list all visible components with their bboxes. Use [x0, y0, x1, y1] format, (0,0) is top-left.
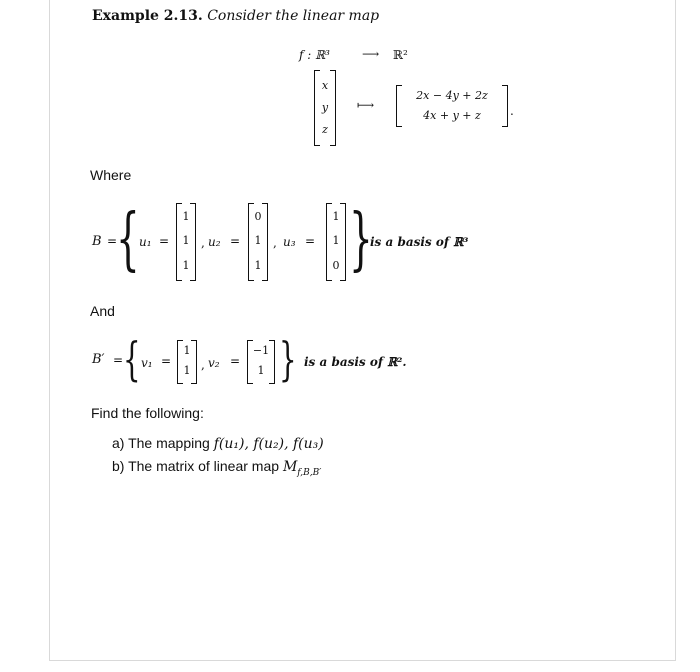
output-vector	[396, 86, 508, 126]
basis-B-equals: =	[107, 234, 118, 248]
example-label: Example 2.13.	[92, 8, 203, 24]
u1-label: u₁	[139, 235, 152, 249]
u3-equals: =	[305, 234, 316, 248]
left-brace-icon: {	[116, 200, 140, 279]
input-entry-z: z	[322, 123, 328, 136]
where-label: Where	[90, 167, 132, 183]
v2-equals: =	[230, 354, 241, 368]
example-intro: Consider the linear map	[207, 8, 380, 24]
basis-B-name: B	[92, 234, 102, 249]
left-brace-icon-2: {	[123, 332, 141, 386]
input-entry-y: y	[321, 101, 329, 114]
input-vector	[314, 71, 336, 145]
basis-Bprime-name: B′	[92, 352, 105, 367]
comma-2: ,	[273, 236, 277, 250]
task-a	[112, 435, 324, 452]
task-b-math: M	[282, 459, 298, 475]
map-signature: f : ℝ³	[299, 48, 330, 62]
task-b	[112, 458, 321, 478]
u1-equals: =	[159, 234, 170, 248]
comma-3: ,	[201, 358, 205, 372]
task-b-text: The matrix of linear map	[128, 458, 280, 474]
right-brace-icon-2: }	[279, 332, 297, 386]
task-b-subscript: f,B,B′	[297, 467, 322, 478]
input-entry-x: x	[321, 79, 329, 92]
and-label: And	[90, 303, 115, 319]
basis-Bprime-equals: =	[113, 353, 124, 367]
example-heading	[92, 8, 379, 24]
v1-label: v₁	[141, 356, 153, 370]
map-arrow: ⟶	[362, 47, 380, 61]
task-a-math: f(u₁), f(u₂), f(u₃)	[213, 436, 324, 452]
task-a-text: The mapping	[128, 435, 210, 451]
v1-equals: =	[161, 354, 172, 368]
u2-label: u₂	[208, 235, 221, 249]
v2-label: v₂	[208, 356, 220, 370]
task-a-label: a)	[112, 435, 125, 451]
right-brace-icon: }	[349, 200, 373, 279]
v2-vector: −1 1	[247, 341, 275, 383]
u1-vector: 1 1 1	[176, 204, 196, 280]
mapsto-arrow: ⟼	[357, 98, 375, 112]
basis-Bprime-suffix: is a basis of ℝ².	[304, 355, 407, 369]
tasks-heading: Find the following:	[91, 405, 204, 421]
u2-vector: 0 1 1	[248, 204, 268, 280]
u3-vector: 1 1 0	[326, 204, 346, 280]
output-entry-1: 2x − 4y + 2z	[416, 89, 488, 102]
task-b-label: b)	[112, 458, 125, 474]
map-codomain: ℝ²	[393, 48, 408, 62]
comma-1: ,	[201, 236, 205, 250]
output-period: .	[510, 104, 514, 118]
output-entry-2: 4x + y + z	[423, 109, 481, 122]
u2-equals: =	[230, 234, 241, 248]
u3-label: u₃	[283, 235, 296, 249]
v1-vector: 1 1	[177, 341, 197, 383]
basis-B-suffix: is a basis of ℝ³	[370, 235, 469, 249]
